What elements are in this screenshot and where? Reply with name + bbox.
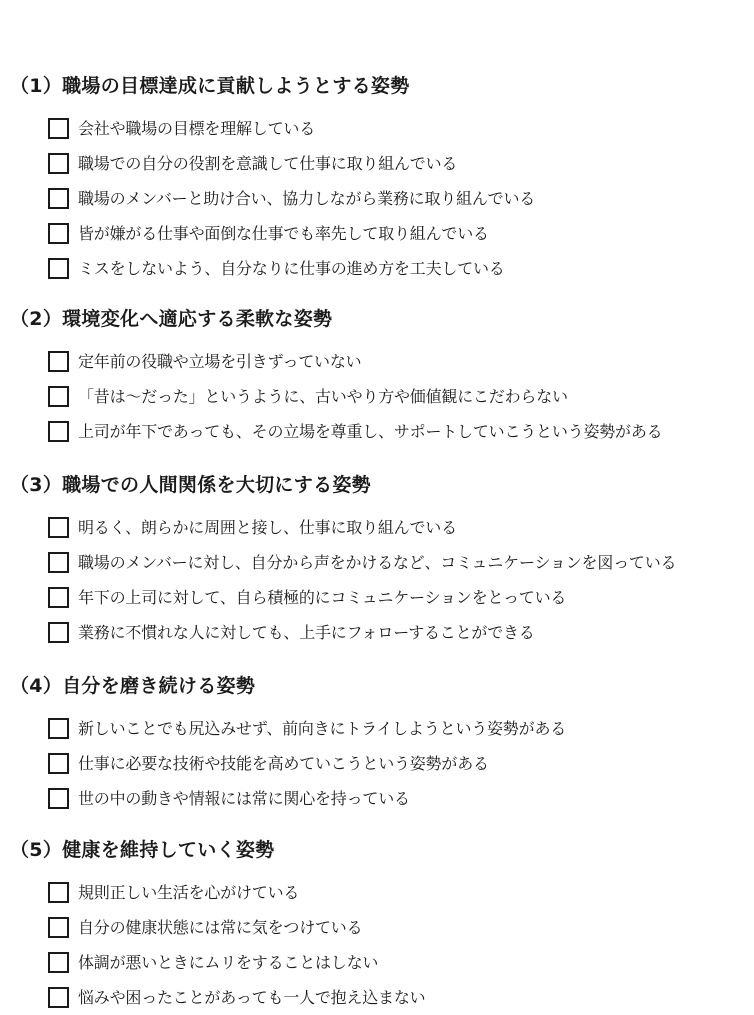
checklist-item-label: 規則正しい生活を心がけている (78, 882, 300, 902)
checklist (48, 875, 425, 1015)
checkbox[interactable] (48, 421, 69, 442)
checkbox[interactable] (48, 258, 69, 279)
checklist (48, 711, 566, 816)
checklist-item (48, 216, 535, 251)
checklist-item-label: 職場のメンバーに対し、自分から声をかけるなど、コミュニケーションを図っている (78, 552, 677, 572)
checklist-item-label: 定年前の役職や立場を引きずっていない (78, 351, 362, 371)
checklist-item (48, 875, 425, 910)
checklist-item-label: 上司が年下であっても、その立場を尊重し、サポートしていこうという姿勢がある (78, 421, 663, 441)
section-title: （5）健康を維持していく姿勢 (10, 839, 275, 861)
checkbox[interactable] (48, 153, 69, 174)
checklist (48, 111, 535, 286)
checkbox[interactable] (48, 188, 69, 209)
checkbox[interactable] (48, 718, 69, 739)
checklist-item (48, 746, 566, 781)
checklist-item-label: 皆が嫌がる仕事や面倒な仕事でも率先して取り組んでいる (78, 223, 489, 243)
checkbox[interactable] (48, 223, 69, 244)
checklist-item (48, 945, 425, 980)
checklist (48, 344, 662, 449)
checkbox[interactable] (48, 386, 69, 407)
checkbox[interactable] (48, 552, 69, 573)
checklist-item-label: 悩みや困ったことがあっても一人で抱え込まない (78, 987, 426, 1007)
checklist-item-label: 会社や職場の目標を理解している (78, 118, 316, 138)
checkbox[interactable] (48, 351, 69, 372)
checklist-item (48, 414, 662, 449)
checklist-item-label: 新しいことでも尻込みせず、前向きにトライしようという姿勢がある (78, 718, 567, 738)
checklist-item (48, 181, 535, 216)
checkbox[interactable] (48, 587, 69, 608)
checkbox[interactable] (48, 882, 69, 903)
checkbox[interactable] (48, 622, 69, 643)
checklist-item-label: 仕事に必要な技術や技能を高めていこうという姿勢がある (78, 753, 489, 773)
checklist-item (48, 980, 425, 1015)
checkbox[interactable] (48, 517, 69, 538)
checklist-item-label: 明るく、朗らかに周囲と接し、仕事に取り組んでいる (78, 517, 457, 537)
checklist-item (48, 344, 662, 379)
checklist-item (48, 781, 566, 816)
checkbox[interactable] (48, 118, 69, 139)
checklist-item (48, 910, 425, 945)
checklist-item (48, 111, 535, 146)
checklist-item (48, 545, 676, 580)
checklist-item-label: 自分の健康状態には常に気をつけている (78, 917, 363, 937)
section-title: （4）自分を磨き続ける姿勢 (10, 675, 256, 697)
checklist-item-label: 職場での自分の役割を意識して仕事に取り組んでいる (78, 153, 458, 173)
checklist-item (48, 146, 535, 181)
checkbox[interactable] (48, 788, 69, 809)
checklist-item-label: ミスをしないよう、自分なりに仕事の進め方を工夫している (78, 258, 505, 278)
checklist (48, 510, 676, 650)
checklist-item-label: 職場のメンバーと助け合い、協力しながら業務に取り組んでいる (78, 188, 536, 208)
section-title: （3）職場での人間関係を大切にする姿勢 (10, 474, 371, 496)
checkbox[interactable] (48, 917, 69, 938)
checklist-item (48, 510, 676, 545)
checklist-item-label: 業務に不慣れな人に対しても、上手にフォローすることができる (78, 622, 535, 642)
checklist-item (48, 580, 676, 615)
section-title: （2）環境変化へ適応する柔軟な姿勢 (10, 308, 333, 330)
checklist-item-label: 体調が悪いときにムリをすることはしない (78, 952, 379, 972)
checkbox[interactable] (48, 987, 69, 1008)
checklist-item (48, 379, 662, 414)
checklist-item-label: 世の中の動きや情報には常に関心を持っている (78, 788, 410, 808)
checklist-item (48, 251, 535, 286)
checklist-item (48, 711, 566, 746)
checkbox[interactable] (48, 952, 69, 973)
checkbox[interactable] (48, 753, 69, 774)
checklist-item-label: 「昔は〜だった」というように、古いやり方や価値観にこだわらない (78, 386, 568, 406)
checklist-item (48, 615, 676, 650)
section-title: （1）職場の目標達成に貢献しようとする姿勢 (10, 75, 410, 97)
checklist-item-label: 年下の上司に対して、自ら積極的にコミュニケーションをとっている (78, 587, 567, 607)
